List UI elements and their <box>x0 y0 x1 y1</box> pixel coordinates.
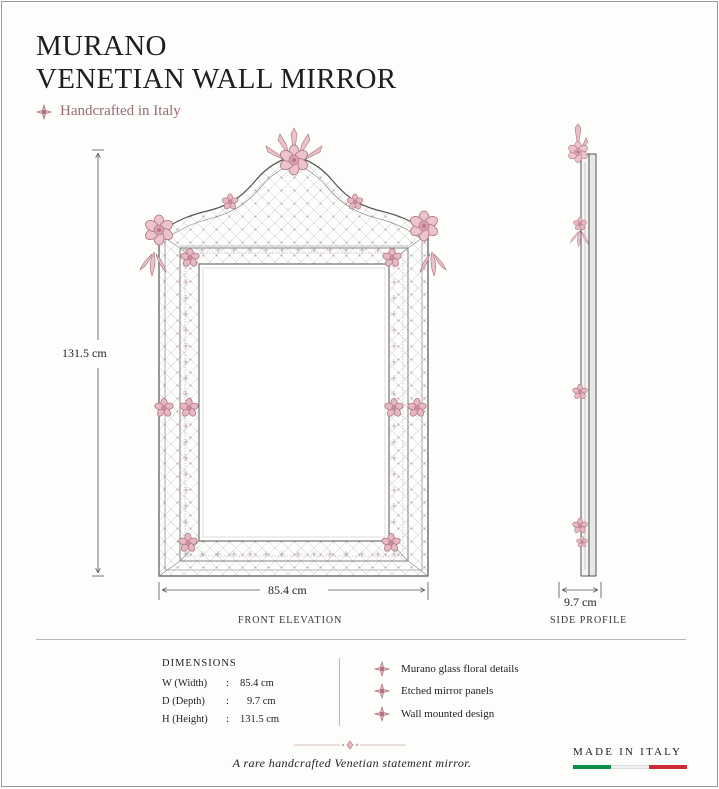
depth-label: 9.7 cm <box>564 595 597 609</box>
dimension-key: W (Width) <box>162 678 208 689</box>
section-divider <box>36 639 686 640</box>
feature-item <box>374 661 519 677</box>
dimension-value: 131.5 cm <box>240 714 280 725</box>
front-elevation-caption: FRONT ELEVATION <box>238 615 343 626</box>
front-mirror <box>140 128 446 576</box>
title-line-1: MURANO <box>36 30 167 62</box>
dimension-key: D (Depth) <box>162 696 205 707</box>
spec-sheet <box>1 1 718 787</box>
side-profile-mirror <box>567 124 596 576</box>
dimension-row-depth <box>162 696 276 707</box>
feature-item <box>374 706 494 722</box>
subtitle-text: Handcrafted in Italy <box>60 103 181 119</box>
technical-drawing <box>2 2 719 632</box>
side-profile-caption: SIDE PROFILE <box>550 615 628 626</box>
italian-flag-stripe <box>573 765 687 769</box>
floral-ornament-icon <box>374 683 390 699</box>
floral-ornament-icon <box>374 661 390 677</box>
dimension-key: H (Height) <box>162 714 208 725</box>
feature-label: Wall mounted design <box>401 708 495 720</box>
dimension-value: 85.4 cm <box>240 678 274 689</box>
feature-label: Murano glass floral details <box>401 663 519 675</box>
height-label: 131.5 cm <box>62 346 107 360</box>
title-line-2: VENETIAN WALL MIRROR <box>36 63 397 95</box>
height-dimension <box>92 150 104 576</box>
tagline: A rare handcrafted Venetian statement mirror. <box>232 756 472 770</box>
column-divider <box>339 658 340 726</box>
dimension-row-height <box>162 714 279 725</box>
dimension-colon: : <box>226 714 229 725</box>
dimension-colon: : <box>226 696 229 707</box>
dimension-value: 9.7 cm <box>247 696 276 707</box>
divider-ornament-icon <box>294 740 406 750</box>
dimension-colon: : <box>226 678 229 689</box>
feature-item <box>374 683 493 699</box>
central-mirror-glass <box>199 264 389 541</box>
floral-ornament-icon <box>374 706 390 722</box>
made-in-italy-label: MADE IN ITALY <box>573 746 683 758</box>
width-label: 85.4 cm <box>268 583 307 597</box>
feature-label: Etched mirror panels <box>401 685 494 697</box>
dimension-row-width <box>162 678 274 689</box>
dimensions-heading: DIMENSIONS <box>162 658 237 669</box>
